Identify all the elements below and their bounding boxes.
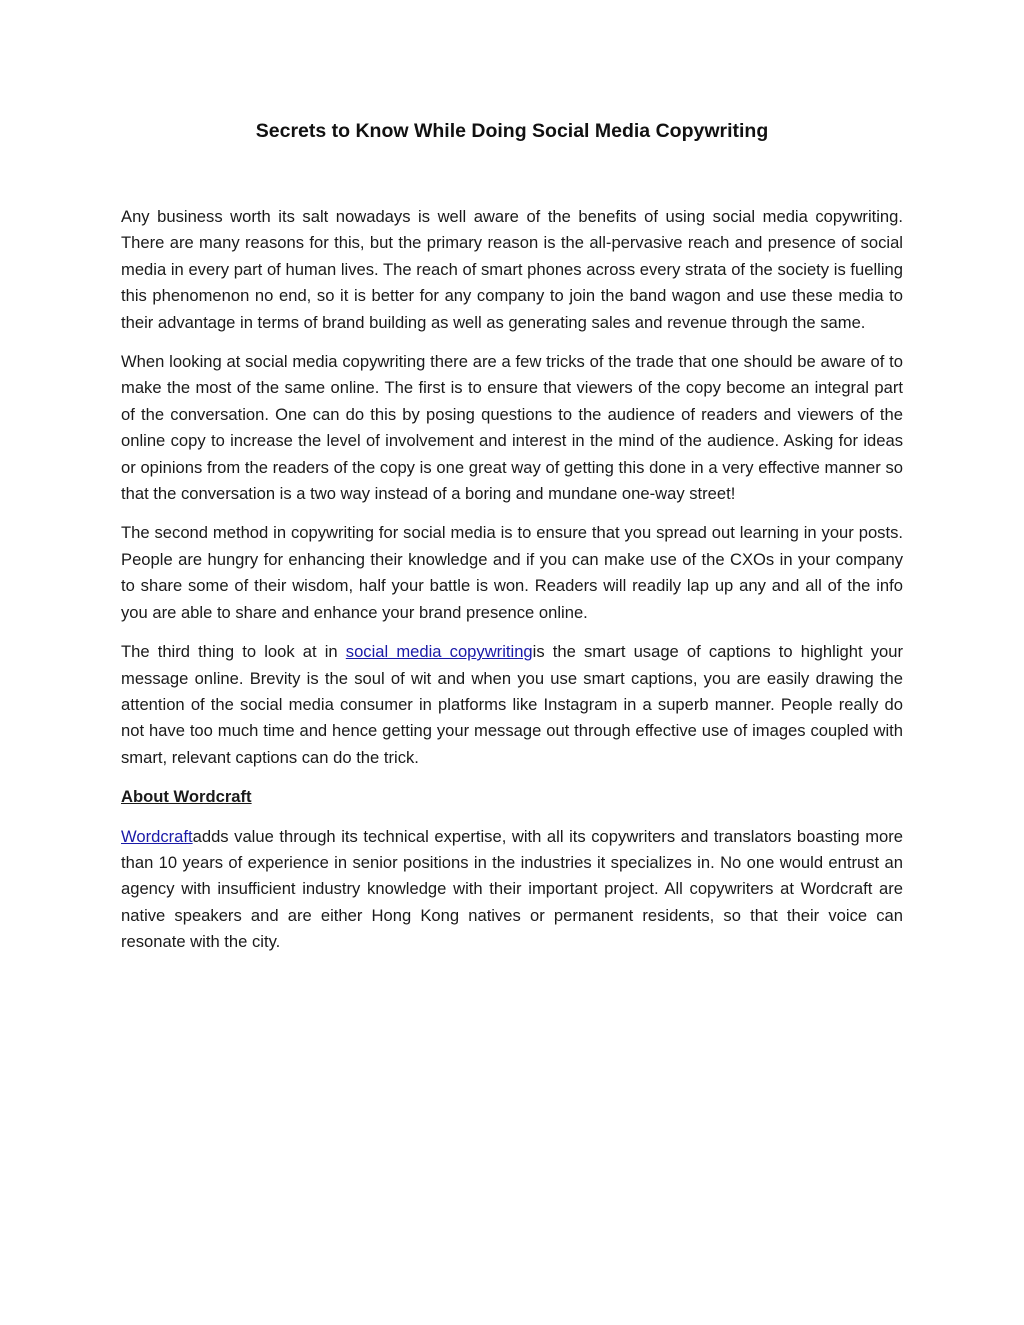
document-title: Secrets to Know While Doing Social Media Copywriting <box>255 120 769 142</box>
paragraph-about-rest: adds value through its technical expertise, with all its copywriters and translators boasting more than 10 years of experience in senior positions in the industries it specializes in. No one would entrust an agency with insufficient industry knowledge with their important project. All copywriters at Wordcraft are native speakers and are either Hong Kong natives or permanent residents, so that their voice can resonate with the city. <box>121 826 903 952</box>
social-media-copywriting-link[interactable]: social media copywriting <box>345 642 533 662</box>
paragraph-about <box>121 824 903 956</box>
wordcraft-link[interactable]: Wordcraft <box>121 826 193 846</box>
paragraph-captions-intro: The third thing to look at in <box>121 642 346 662</box>
paragraph-benefits: Any business worth its salt nowadays is well aware of the benefits of using social media copywriting. There are many reasons for this, but the primary reason is the all-pervasive reach and presence of social media in every part of human lives. The reach of smart phones across every strata of the society is fuelling this phenomenon no end, so it is better for any company to join the band wagon and use these media to their advantage in terms of brand building as well as generating sales and revenue through the same. <box>121 207 903 332</box>
paragraph-captions <box>121 639 903 771</box>
paragraph-captions-rest: is the smart usage of captions to highlight your message online. Brevity is the soul of wit and when you use smart captions, you are easily drawing the attention of the social media consumer in platforms like Instagram in a superb manner. People really do not have too much time and hence getting your message out through effective use of images coupled with smart, relevant captions can do the trick. <box>121 642 903 767</box>
paragraph-learning: The second method in copywriting for social media is to ensure that you spread out learning in your posts. People are hungry for enhancing their knowledge and if you can make use of the CXOs in your company to share some of their wisdom, half your battle is won. Readers will readily lap up any and all of the info you are able to share and enhance your brand presence online. <box>121 523 903 622</box>
about-wordcraft-heading: About Wordcraft <box>121 787 252 807</box>
document-body <box>121 204 903 969</box>
paragraph-tricks: When looking at social media copywriting there are a few tricks of the trade that one should be aware of to make the most of the same online. The first is to ensure that viewers of the copy become an integral part of the conversation. One can do this by posing questions to the audience of readers and viewers of the online copy to increase the level of involvement and interest in the mind of the audience. Asking for ideas or opinions from the readers of the copy is one great way of getting this done in a very effective manner so that the conversation is a two way instead of a boring and mundane one-way street! <box>121 352 903 504</box>
